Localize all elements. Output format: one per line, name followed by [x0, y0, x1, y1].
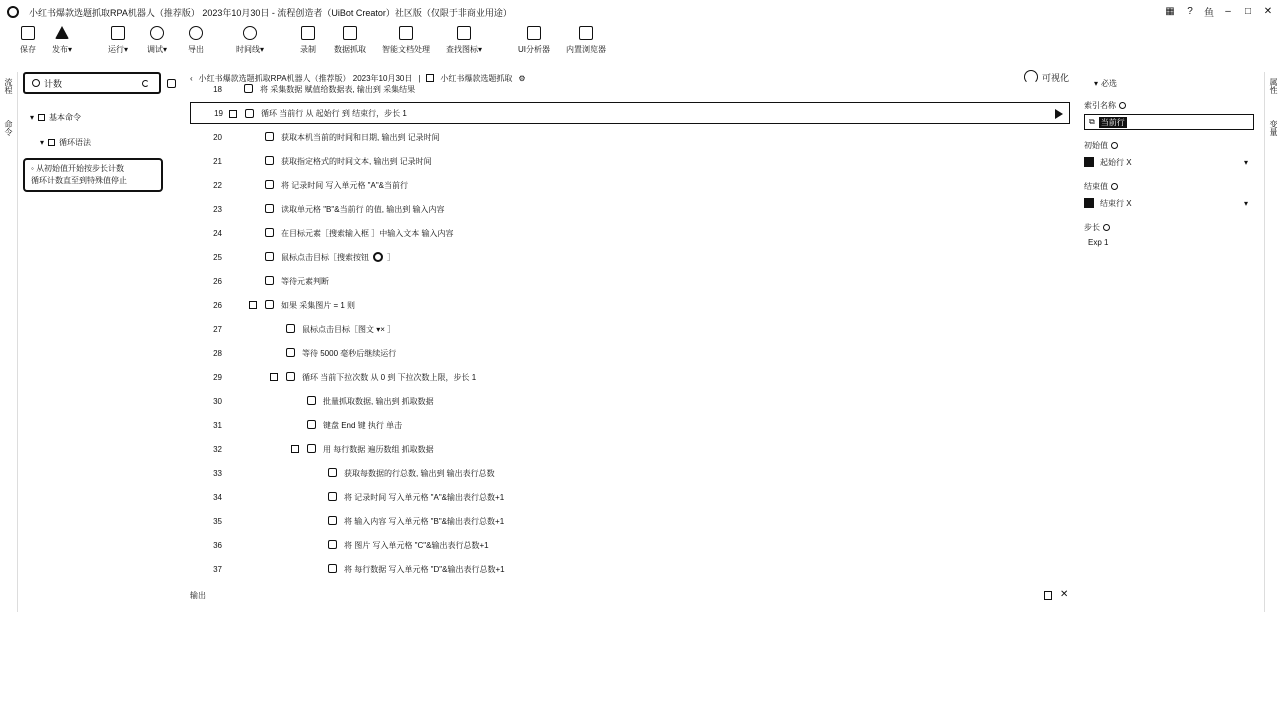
visual-toggle[interactable]: 可视化 [1024, 70, 1069, 84]
right-tab-strip [1264, 72, 1280, 612]
code-row[interactable] [190, 318, 1070, 340]
code-row[interactable] [190, 198, 1070, 220]
idp-button[interactable]: 智能文档处理 [382, 26, 430, 55]
search-button-preview-icon [373, 252, 383, 262]
command-text: 将 记录时间 写入单元格 "A"&当前行 [281, 180, 409, 190]
code-row[interactable] [190, 102, 1070, 124]
code-row[interactable] [190, 270, 1070, 292]
command-text: 鼠标点击目标［搜索按钮 ］ [281, 252, 395, 262]
line-number: 26 [213, 276, 222, 286]
ui-analyzer-icon [527, 26, 541, 40]
loading-icon [142, 80, 149, 87]
line-number: 25 [213, 252, 222, 262]
command-icon [265, 228, 274, 237]
variable-icon: ⧉ [1089, 117, 1095, 126]
folder-icon [38, 114, 45, 121]
line-number: 37 [213, 564, 222, 574]
maximize-icon[interactable]: □ [1244, 6, 1252, 17]
save-icon [21, 26, 35, 40]
data-scrape-icon [343, 26, 357, 40]
command-text: 循环 当前下拉次数 从 0 到 下拉次数上限，步长 1 [302, 372, 477, 382]
line-number: 36 [213, 540, 222, 550]
code-row[interactable] [190, 390, 1070, 412]
window-title: 小红书爆款选题抓取RPA机器人（推荐版） 2023年10月30日 - 流程创造者（UiBot Creator）社区版（仅限于非商业用途） [29, 7, 512, 18]
code-row[interactable] [190, 82, 1070, 100]
collapse-toggle-icon[interactable] [270, 373, 278, 381]
find-image-button[interactable]: 查找图标▾ [446, 26, 482, 55]
timeline-button[interactable]: 时间线▾ [236, 26, 264, 55]
publish-button[interactable]: 发布▾ [52, 26, 72, 55]
line-number: 35 [213, 516, 222, 526]
command-desc: 循环计数直至到特殊值停止 [31, 176, 127, 185]
command-search-input[interactable] [23, 72, 161, 94]
data-scrape-button[interactable]: 数据抓取 [334, 26, 366, 55]
run-line-icon[interactable] [1055, 109, 1063, 119]
record-icon [301, 26, 315, 40]
timeline-icon [243, 26, 257, 40]
line-number: 32 [213, 444, 222, 454]
code-row[interactable] [190, 558, 1070, 580]
command-icon [286, 324, 295, 333]
export-button[interactable]: 导出 [188, 26, 204, 55]
command-icon [265, 252, 274, 261]
chevron-left-icon[interactable]: ‹ [190, 73, 193, 83]
index-name-input[interactable]: ⧉ 当前行 [1084, 114, 1254, 130]
command-icon [265, 204, 274, 213]
step-label: 步长 [1084, 222, 1110, 233]
chevron-down-icon: ▾ [1243, 198, 1248, 208]
command-icon [286, 348, 295, 357]
help-icon[interactable] [1111, 183, 1118, 190]
line-number: 33 [213, 468, 222, 478]
end-value-select[interactable]: 结束行 X ▾ [1084, 195, 1248, 211]
code-row[interactable] [190, 462, 1070, 484]
grid-icon[interactable]: ▦ [1165, 6, 1175, 17]
collapse-toggle-icon[interactable] [249, 301, 257, 309]
code-row[interactable] [190, 366, 1070, 388]
start-value-select[interactable]: 起始行 X ▾ [1084, 154, 1248, 170]
code-row[interactable] [190, 222, 1070, 244]
command-text: 将 采集数据 赋值给数据表, 输出到 采集结果 [260, 84, 416, 94]
debug-button[interactable]: 调试▾ [147, 26, 167, 55]
code-row[interactable] [190, 294, 1070, 316]
run-icon [111, 26, 125, 40]
line-number: 26 [213, 300, 222, 310]
command-title: ◦ 从初始值开始按步长计数 [31, 164, 125, 173]
command-icon [307, 396, 316, 405]
line-number: 19 [214, 108, 223, 118]
command-text: 将 输入内容 写入单元格 "B"&输出表行总数+1 [344, 516, 505, 526]
main-toolbar [0, 26, 1280, 64]
command-panel [18, 66, 178, 606]
separator: | [418, 73, 421, 83]
caret-down-icon: ▾ [1094, 79, 1099, 88]
command-text: 在目标元素［搜索输入框 ］中输入文本 输入内容 [281, 228, 454, 238]
export-icon [189, 26, 203, 40]
command-icon [328, 492, 337, 501]
command-icon [244, 84, 253, 93]
line-number: 18 [213, 84, 222, 94]
title-bar [0, 0, 1280, 24]
code-editor [190, 82, 1070, 580]
tab-flow[interactable]: 流程 [4, 78, 13, 94]
code-row[interactable] [190, 510, 1070, 532]
collapse-toggle-icon[interactable] [291, 445, 299, 453]
step-value[interactable]: Exp 1 [1088, 238, 1109, 247]
command-text: 将 图片 写入单元格 "C"&输出表行总数+1 [344, 540, 489, 550]
command-text: 将 记录时间 写入单元格 "A"&输出表行总数+1 [344, 492, 505, 502]
command-text: 如果 采集图片 = 1 则 [281, 300, 356, 310]
line-number: 28 [213, 348, 222, 358]
collapse-toggle-icon[interactable] [229, 110, 237, 118]
user-name[interactable]: 鱼 [1204, 8, 1214, 19]
code-row[interactable] [190, 414, 1070, 436]
tab-variables[interactable]: 变量 [1269, 120, 1278, 136]
required-header[interactable]: ▾ 必选 [1094, 79, 1118, 88]
command-icon [286, 372, 295, 381]
run-button[interactable]: 运行▾ [108, 26, 128, 55]
line-number: 20 [213, 132, 222, 142]
end-value-label: 结束值 [1084, 181, 1118, 192]
command-icon [328, 516, 337, 525]
trash-icon[interactable] [1044, 591, 1052, 600]
command-text: 循环 当前行 从 起始行 到 结束行，步长 1 [261, 108, 407, 118]
minimize-icon[interactable]: – [1225, 6, 1231, 17]
command-text: 将 每行数据 写入单元格 "D"&输出表行总数+1 [344, 564, 505, 574]
browser-icon [579, 26, 593, 40]
command-icon [265, 180, 274, 189]
command-count-loop[interactable] [23, 158, 163, 192]
find-image-icon [457, 26, 471, 40]
gear-icon[interactable]: ⚙ [518, 73, 526, 83]
code-row[interactable] [190, 486, 1070, 508]
code-row[interactable] [190, 342, 1070, 364]
line-number: 24 [213, 228, 222, 238]
command-icon [245, 109, 254, 118]
command-text: 读取单元格 "B"&当前行 的值, 输出到 输入内容 [281, 204, 445, 214]
ui-analyzer-button[interactable]: UI分析器 [518, 26, 550, 55]
line-number: 22 [213, 180, 222, 190]
command-icon [265, 300, 274, 309]
caret-down-icon: ▾ [40, 138, 45, 147]
line-number: 23 [213, 204, 222, 214]
command-text: 键盘 End 键 执行 单击 [323, 420, 403, 430]
filter-icon[interactable] [167, 79, 176, 88]
help-icon[interactable] [1103, 224, 1110, 231]
search-icon [32, 79, 40, 87]
record-button[interactable]: 录制 [300, 26, 316, 55]
help-icon[interactable]: ? [1187, 6, 1193, 17]
line-number: 31 [213, 420, 222, 430]
command-text: 批量抓取数据, 输出到 抓取数据 [323, 396, 434, 406]
search-value: 计数 [44, 78, 63, 89]
command-icon [328, 468, 337, 477]
tree-node-loop[interactable]: ▾ 循环语法 [40, 138, 92, 147]
command-text: 获取本机当前的时间和日期, 输出到 记录时间 [281, 132, 440, 142]
line-number: 27 [213, 324, 222, 334]
help-icon[interactable] [1111, 142, 1118, 149]
code-row[interactable] [190, 438, 1070, 460]
command-text: 鼠标点击目标［图文 ▾× ］ [302, 324, 396, 334]
layers-icon [426, 74, 434, 82]
code-row[interactable] [190, 246, 1070, 268]
line-number: 34 [213, 492, 222, 502]
start-value-label: 初始值 [1084, 140, 1118, 151]
index-name-label: 索引名称 [1084, 100, 1126, 111]
command-icon [328, 564, 337, 573]
expression-icon [1084, 157, 1094, 167]
code-row[interactable] [190, 534, 1070, 556]
code-row[interactable] [190, 150, 1070, 172]
close-icon[interactable]: ✕ [1263, 6, 1273, 17]
command-icon [307, 444, 316, 453]
command-text: 获取每数据的行总数, 输出到 输出表行总数 [344, 468, 495, 478]
command-icon [265, 132, 274, 141]
window-controls [1164, 4, 1274, 19]
left-tab-strip [0, 72, 18, 612]
properties-panel [1084, 74, 1260, 594]
command-icon [328, 540, 337, 549]
output-panel [190, 590, 1070, 604]
save-button[interactable]: 保存 [20, 26, 36, 55]
browser-button[interactable]: 内置浏览器 [566, 26, 606, 55]
breadcrumb-flow[interactable]: 小红书爆款选题抓取 [440, 73, 513, 83]
command-text: 等待 5000 毫秒后继续运行 [302, 348, 397, 358]
loop-icon [48, 139, 55, 146]
caret-down-icon: ▾ [30, 113, 35, 122]
line-number: 29 [213, 372, 222, 382]
close-icon[interactable]: ✕ [1060, 589, 1069, 600]
breadcrumb-project[interactable]: 小红书爆款选题抓取RPA机器人（推荐版） 2023年10月30日 [198, 73, 413, 83]
command-icon [307, 420, 316, 429]
chevron-down-icon: ▾ [1243, 157, 1248, 167]
expression-icon [1084, 198, 1094, 208]
help-icon[interactable] [1119, 102, 1126, 109]
line-number: 30 [213, 396, 222, 406]
command-icon [265, 276, 274, 285]
command-icon [265, 156, 274, 165]
tab-properties[interactable]: 属性 [1269, 78, 1278, 94]
code-row[interactable] [190, 126, 1070, 148]
command-text: 获取指定格式的时间文本, 输出到 记录时间 [281, 156, 432, 166]
debug-icon [150, 26, 164, 40]
tab-commands[interactable]: 命令 [4, 120, 13, 136]
command-text: 等待元素判断 [281, 276, 329, 286]
app-logo-icon [7, 6, 19, 18]
publish-icon [55, 26, 69, 39]
code-row[interactable] [190, 174, 1070, 196]
command-text: 用 每行数据 遍历数组 抓取数据 [323, 444, 434, 454]
idp-icon [399, 26, 413, 40]
line-number: 21 [213, 156, 222, 166]
tree-node-basic[interactable]: ▾ 基本命令 [30, 113, 82, 122]
output-tab[interactable]: 输出 [190, 591, 206, 600]
